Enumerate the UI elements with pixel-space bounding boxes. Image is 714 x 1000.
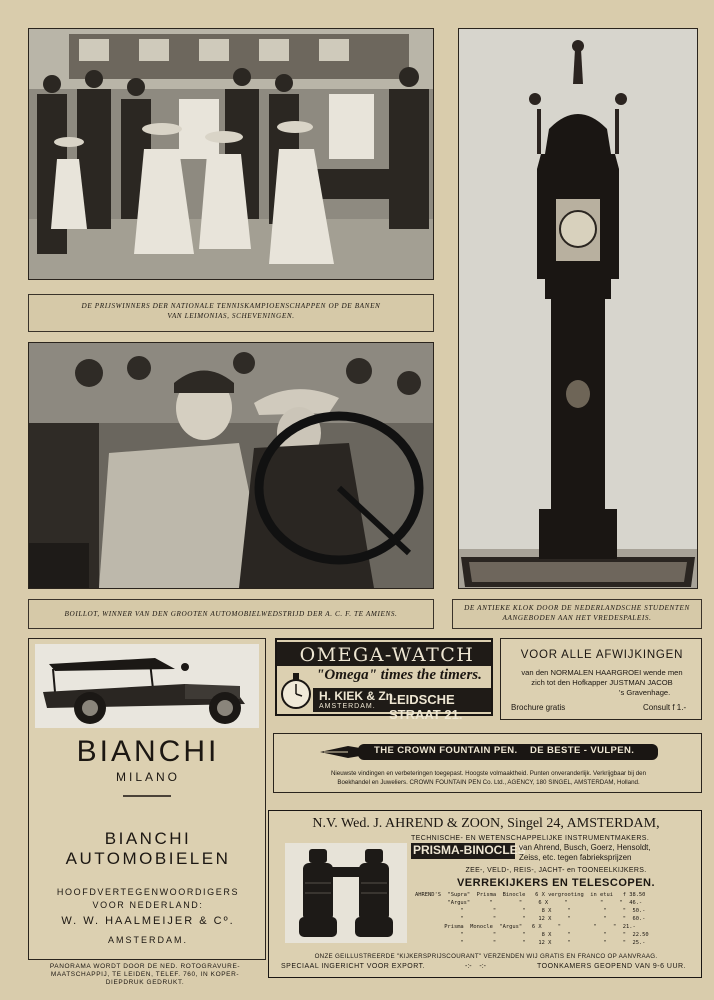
bianchi-headline-2: AUTOMOBIELEN bbox=[65, 849, 231, 868]
hair-line3: 's Gravenhage. bbox=[619, 688, 671, 697]
omega-slogan: "Omega" times the timers. bbox=[316, 667, 482, 683]
colophon-line1: PANORAMA WORDT DOOR DE NED. ROTOGRAVURE- bbox=[49, 963, 241, 970]
crown-tag: DE BESTE - VULPEN. bbox=[530, 745, 635, 756]
ahrend-footer-right: TOONKAMERS GEOPEND VAN 9-6 UUR. bbox=[537, 963, 687, 970]
bianchi-advertisement bbox=[28, 638, 266, 960]
hair-line2: zich tot den Hofkapper JUSTMAN JACOB bbox=[531, 678, 673, 687]
boillot-caption-text: BOILLOT, WINNER VAN DEN GROOTEN AUTOMOBIELWEDSTRIJD DER A. C. F. TE AMIENS. bbox=[64, 610, 398, 618]
clock-caption-line1: DE ANTIEKE KLOK DOOR DE NEDERLANDSCHE STUDENTEN bbox=[464, 604, 690, 612]
omega-dealer: H. KIEK & Zn. bbox=[319, 689, 397, 703]
boillot-car-photo bbox=[28, 342, 434, 589]
ahrend-heading: VERREKIJKERS EN TELESCOPEN. bbox=[456, 877, 656, 889]
bianchi-rep-2: VOOR NEDERLAND: bbox=[92, 900, 204, 910]
ahrend-price-table bbox=[415, 891, 701, 947]
clock-caption bbox=[452, 599, 702, 629]
price-row: Prisma Monocle "Argus" 6 X " " " 21.- bbox=[415, 924, 636, 930]
ahrend-footer-mid: -:- -:- bbox=[465, 963, 486, 970]
hair-brochure: Brochure gratis bbox=[511, 703, 566, 712]
crown-text-1: Nieuwste vindingen en verbeteringen toegepast. Hoogste volmaaktheid. Punten onveranderlijk. Verkrijgbaar bij den bbox=[330, 770, 647, 777]
hair-title: VOOR ALLE AFWIJKINGEN bbox=[520, 649, 684, 661]
bianchi-agent: W. W. HAALMEIJER & Cº. bbox=[61, 915, 235, 927]
antique-clock-photo bbox=[458, 28, 698, 589]
omega-advertisement bbox=[275, 638, 493, 722]
crown-fountain-pen-advertisement bbox=[273, 733, 702, 793]
ahrend-makers-1: van Ahrend, Busch, Goerz, Hensoldt, bbox=[519, 843, 651, 852]
ahrend-prisma: PRISMA-BINOCLES bbox=[413, 843, 526, 857]
price-row: " " " 8 X " " " 50.- bbox=[415, 908, 646, 914]
omega-address: LEIDSCHE STRAAT 21. bbox=[389, 692, 463, 722]
colophon bbox=[20, 963, 270, 987]
crown-text-2: Boekhandel en Juweliers. CROWN FOUNTAIN PEN Co. Ltd., AGENCY, 180 SINGEL, AMSTERDAM, Holland. bbox=[337, 779, 640, 786]
bianchi-headline-1: BIANCHI bbox=[104, 829, 192, 848]
tennis-prizewinners-photo bbox=[28, 28, 434, 280]
hairgrowth-advertisement bbox=[500, 638, 702, 720]
omega-dealer-city: AMSTERDAM. bbox=[319, 703, 376, 710]
ahrend-kinds: ZEE-, VELD-, REIS-, JACHT- en TOONEELKIJKERS. bbox=[465, 867, 647, 874]
colophon-line2: MAATSCHAPPIJ, TE LEIDEN, TELEF. 760, IN KOPER- bbox=[50, 971, 240, 978]
omega-title: OMEGA-WATCH bbox=[299, 644, 475, 666]
bianchi-agent-city: AMSTERDAM. bbox=[107, 935, 188, 945]
tennis-caption bbox=[28, 294, 434, 332]
bianchi-brand: BIANCHI bbox=[76, 735, 220, 768]
bianchi-city: MILANO bbox=[115, 770, 180, 784]
tennis-caption-line1: DE PRIJSWINNERS DER NATIONALE TENNISKAMPIOENSCHAPPEN OP DE BANEN bbox=[81, 302, 381, 310]
ahrend-makers-2: Zeiss, etc. tegen fabrieksprijzen bbox=[519, 853, 632, 862]
binoculars-photo bbox=[285, 843, 407, 943]
bianchi-car-photo bbox=[35, 644, 259, 728]
ahrend-footer-left: SPECIAAL INGERICHT VOOR EXPORT. bbox=[281, 963, 426, 970]
hair-consult: Consult f 1.- bbox=[643, 703, 687, 712]
price-row: AHREND'S "Supra" Prisma Binocle 6 X vergrooting in etui f 38.50 bbox=[415, 892, 646, 898]
clock-caption-line2: AANGEBODEN AAN HET VREDESPALEIS. bbox=[502, 614, 652, 622]
bianchi-divider bbox=[123, 795, 171, 797]
crown-banner: THE CROWN FOUNTAIN PEN. bbox=[374, 745, 518, 756]
boillot-caption bbox=[28, 599, 434, 629]
ahrend-binocles-advertisement bbox=[268, 810, 702, 978]
price-row: " " " 12 X " " " 60.- bbox=[415, 916, 646, 922]
colophon-line3: DIEPDRUK GEDRUKT. bbox=[105, 979, 185, 986]
hair-line1: van den NORMALEN HAARGROEI wende men bbox=[521, 668, 683, 677]
bianchi-rep-1: HOOFDVERTEGENWOORDIGERS bbox=[56, 887, 240, 897]
ahrend-subtitle: TECHNISCHE- EN WETENSCHAPPELIJKE INSTRUMENTMAKERS. bbox=[411, 835, 650, 842]
price-row: " " " 12 X " " " 25.- bbox=[415, 940, 646, 946]
ahrend-note: ONZE GEILLUSTREERDE "KIJKERSPRIJSCOURANT" VERZENDEN WIJ GRATIS EN FRANCO OP AANVRAAG. bbox=[314, 953, 658, 960]
ahrend-title: N.V. Wed. J. AHREND & ZOON, Singel 24, AMSTERDAM, bbox=[312, 816, 660, 831]
price-row: "Argus" " " 6 X " " " 46.- bbox=[415, 900, 643, 906]
price-row: " " " 8 X " " " 22.50 bbox=[415, 932, 649, 938]
tennis-caption-line2: VAN LEIMONIAS, SCHEVENINGEN. bbox=[167, 312, 295, 320]
